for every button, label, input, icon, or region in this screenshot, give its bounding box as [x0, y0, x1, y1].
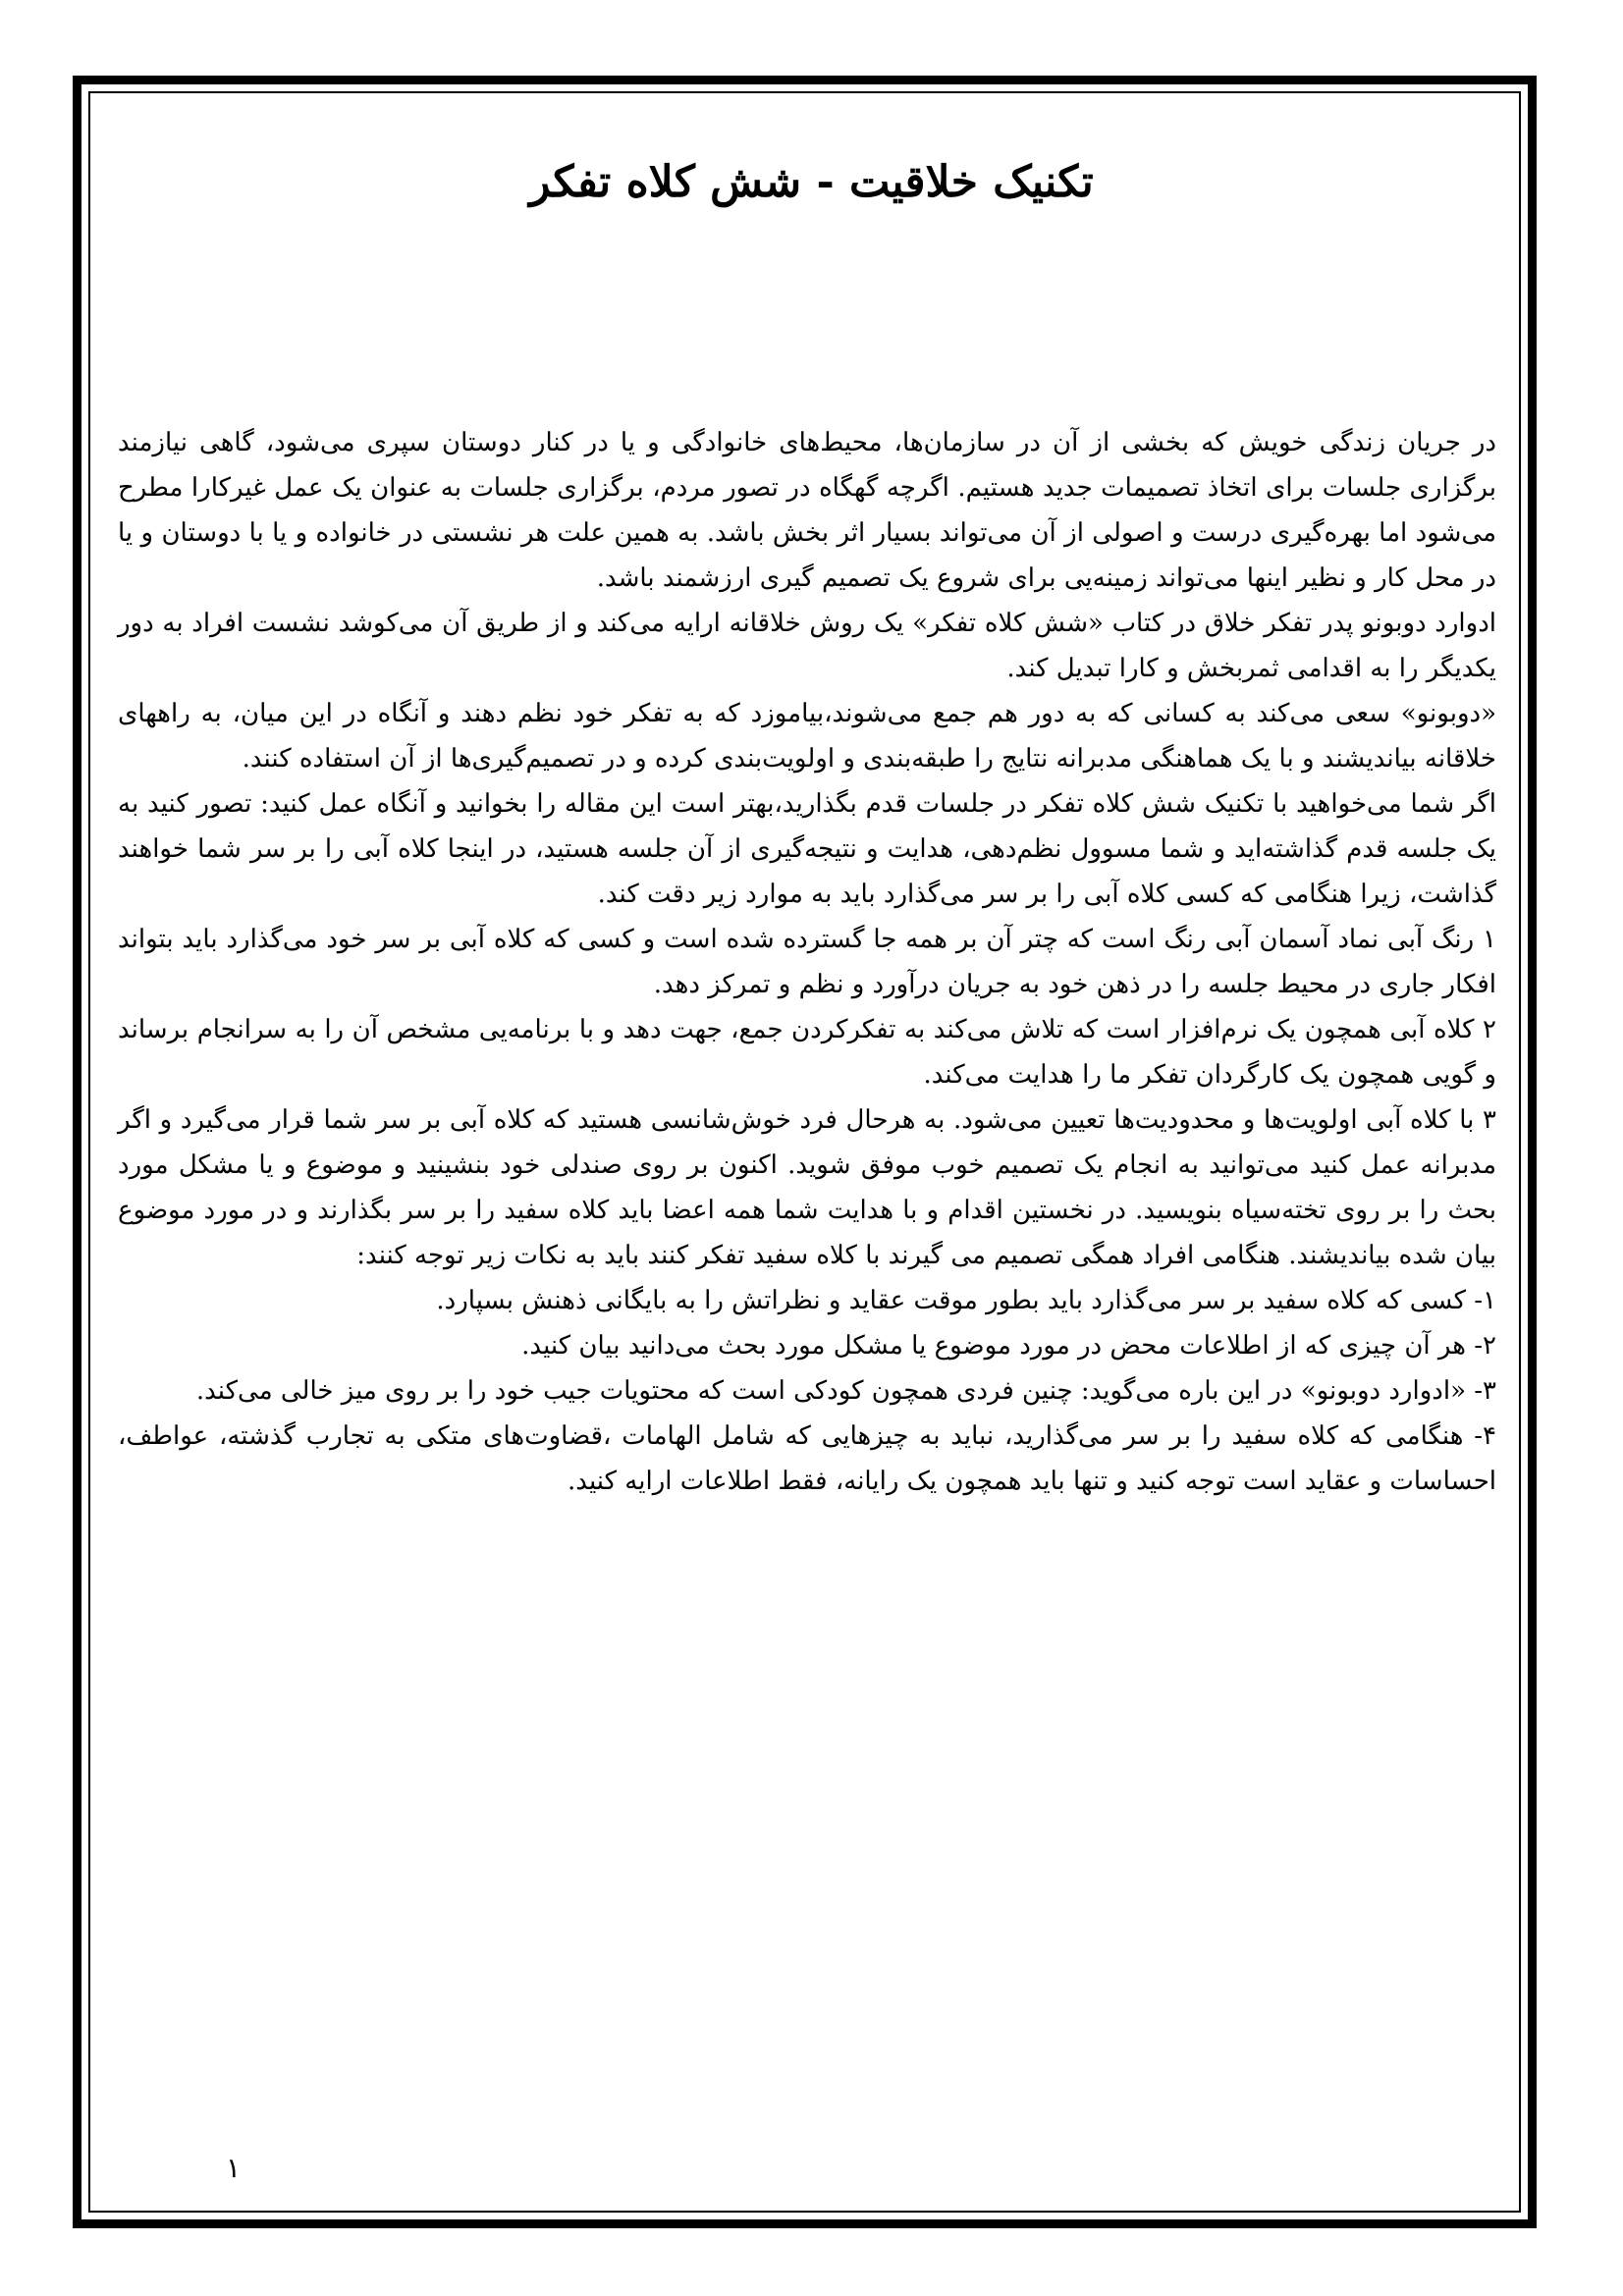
list-item-blue-2: ۲ کلاه آبی همچون یک نرم‌افزار است که تلاش می‌کند به تفکرکردن جمع، جهت دهد و با برنامه‌یی مشخص آن را به سرانجام برساند و گویی همچون یک کارگردان تفکر ما را هدایت می‌کند.: [118, 1015, 1496, 1090]
paragraph-intro: در جریان زندگی خویش که بخشی از آن در سازمان‌ها، محیط‌های خانوادگی و یا در کنار دوستان سپری می‌شود، گاهی نیازمند برگزاری جلسات برای اتخاذ تصمیمات جدید هستیم. اگرچه گهگاه در تصور مردم، برگزاری جلسات به عنوان یک عمل غیرکارا مطرح می‌شود اما بهره‌گیری درست و اصولی از آن می‌تواند بسیار اثر بخش باشد. به همین علت هر نشستی در خانواده و یا با دوستان و یا در محل کار و نظیر اینها می‌تواند زمینه‌یی برای شروع یک تصمیم گیری ارزشمند باشد.: [118, 428, 1496, 593]
page-title: تکنیک خلاقیت - شش کلاه تفکر: [529, 157, 1094, 207]
list-item-white-1: ۱- کسی که کلاه سفید بر سر می‌گذارد باید بطور موقت عقاید و نظراتش را به بایگانی ذهنش بسپارد.: [436, 1286, 1496, 1315]
list-item-blue-3: ۳ با کلاه آبی اولویت‌ها و محدودیت‌ها تعیین می‌شود. به هرحال فرد خوش‌شانسی هستید که کلاه آبی بر سر شما قرار می‌گیرد و اگر مدبرانه عمل کنید می‌توانید به انجام یک تصمیم خوب موفق شوید. اکنون بر روی صندلی خود بنشینید و موضوع و یا مشکل مورد بحث را بر روی تخته‌سیاه بنویسید. در نخستین اقدام و با هدایت شما همه اعضا باید کلاه سفید را بر سر بگذارند و در مورد موضوع بیان شده بیاندیشند. هنگامی افراد همگی تصمیم می گیرند با کلاه سفید تفکر کنند باید به نکات زیر توجه کنند:: [118, 1105, 1496, 1270]
document-body: [118, 420, 1496, 1504]
paragraph-debono-book: ادوارد دوبونو پدر تفکر خلاق در کتاب «شش کلاه تفکر» یک روش خلاقانه ارایه می‌کند و از طریق آن می‌کوشد نشست افراد به دور یکدیگر را به اقدامی ثمربخش و کارا تبدیل کند.: [118, 609, 1496, 683]
paragraph-debono-method: «دوبونو» سعی می‌کند به کسانی که به دور هم جمع می‌شوند،بیاموزد که به تفکر خود نظم دهند و آنگاه در این میان، به راههای خلاقانه بیاندیشند و با یک هماهنگی مدبرانه نتایج را طبقه‌بندی و اولویت‌بندی کرده و در تصمیم‌گیری‌ها از آن استفاده کنند.: [118, 699, 1496, 774]
list-item-white-2: ۲- هر آن چیزی که از اطلاعات محض در مورد موضوع یا مشکل مورد بحث می‌دانید بیان کنید.: [521, 1331, 1496, 1361]
paragraph-blue-hat-intro: اگر شما می‌خواهید با تکنیک شش کلاه تفکر در جلسات قدم بگذارید،بهتر است این مقاله را بخوانید و آنگاه عمل کنید: تصور کنید به یک جلسه قدم گذاشته‌اید و شما مسوول نظم‌دهی، هدایت و نتیجه‌گیری از آن جلسه هستید، در اینجا کلاه آبی را بر سر شما خواهند گذاشت، زیرا هنگامی که کسی کلاه آبی را بر سر می‌گذارد باید به موارد زیر دقت کند.: [118, 789, 1496, 909]
list-item-white-3: ۳- «ادوارد دوبونو» در این باره می‌گوید: چنین فردی همچون کودکی است که محتویات جیب خود را بر روی میز خالی می‌کند.: [195, 1376, 1496, 1406]
list-item-white-4: ۴- هنگامی که کلاه سفید را بر سر می‌گذارید، نباید به چیزهایی که شامل الهامات ،قضاوت‌های متکی به تجارب گذشته، عواطف، احساسات و عقاید است توجه کنید و تنها باید همچون یک رایانه، فقط اطلاعات ارایه کنید.: [118, 1421, 1496, 1496]
list-item-blue-1: ۱ رنگ آبی نماد آسمان آبی رنگ است که چتر آن بر همه جا گسترده شده است و کسی که کلاه آبی بر سر خود می‌گذارد باید بتواند افکار جاری در محیط جلسه را در ذهن خود به جریان درآورد و نظم و تمرکز دهد.: [118, 925, 1496, 999]
page-number: ۱: [226, 2152, 242, 2184]
